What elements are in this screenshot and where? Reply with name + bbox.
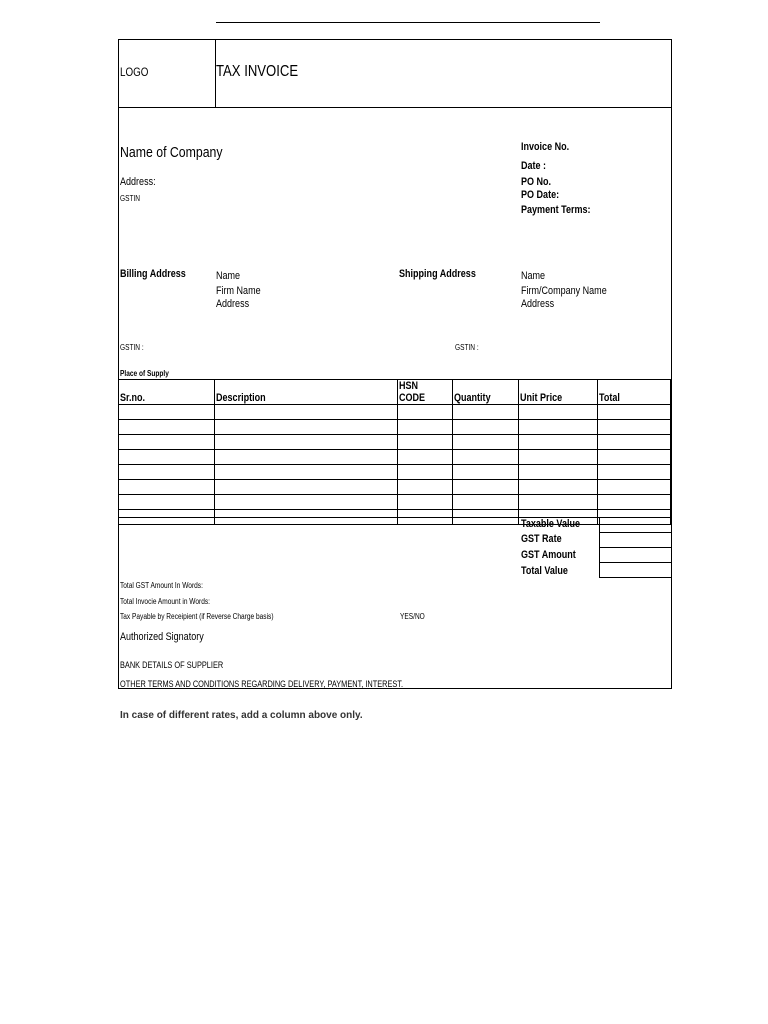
table-cell — [215, 450, 398, 465]
table-row — [119, 420, 671, 435]
date-label: Date : — [521, 160, 547, 172]
table-cell — [215, 420, 398, 435]
taxable-value-cell — [600, 518, 672, 533]
place-of-supply-label: Place of Supply — [120, 369, 169, 378]
gst-rate-cell — [600, 533, 672, 548]
company-name: Name of Company — [120, 144, 223, 161]
table-cell — [119, 465, 215, 480]
total-value-cell — [600, 563, 672, 578]
table-cell — [453, 450, 519, 465]
table-cell — [215, 405, 398, 420]
reverse-charge-label: Tax Payable by Receipient (if Reverse Charge basis) — [120, 612, 274, 621]
table-cell — [453, 435, 519, 450]
column-header-description: Description — [215, 380, 398, 405]
table-cell — [398, 450, 453, 465]
table-cell — [598, 450, 671, 465]
column-header-quantity: Quantity — [453, 380, 519, 405]
billing-name: Name — [216, 270, 241, 282]
shipping-gstin: GSTIN : — [455, 343, 479, 352]
billing-address-heading: Billing Address — [120, 268, 186, 280]
table-cell — [598, 405, 671, 420]
table-cell — [519, 480, 598, 495]
table-cell — [598, 465, 671, 480]
gst-amount-in-words: Total GST Amount In Words: — [120, 581, 203, 590]
table-cell — [453, 495, 519, 510]
table-cell — [598, 435, 671, 450]
bank-details-label: BANK DETAILS OF SUPPLIER — [120, 660, 224, 670]
po-no-label: PO No. — [521, 176, 552, 188]
column-header-srno: Sr.no. — [119, 380, 215, 405]
table-row — [119, 480, 671, 495]
column-header-hsn: HSN CODE — [398, 380, 453, 405]
invoice-no-label: Invoice No. — [521, 141, 570, 153]
taxable-value-label: Taxable Value — [521, 518, 581, 530]
table-cell — [119, 435, 215, 450]
table-cell — [398, 480, 453, 495]
gst-amount-cell — [600, 548, 672, 563]
table-row — [119, 405, 671, 420]
billing-gstin: GSTIN : — [120, 343, 144, 352]
table-cell — [398, 420, 453, 435]
table-cell — [598, 420, 671, 435]
column-header-total: Total — [598, 380, 671, 405]
items-table — [118, 379, 671, 525]
table-row — [119, 435, 671, 450]
total-value-label: Total Value — [521, 565, 568, 577]
billing-firm: Firm Name — [216, 285, 261, 297]
billing-address: Address — [216, 298, 250, 310]
table-cell — [119, 420, 215, 435]
table-cell — [519, 435, 598, 450]
payment-terms-label: Payment Terms: — [521, 204, 591, 216]
gst-amount-label: GST Amount — [521, 549, 576, 561]
table-cell — [598, 495, 671, 510]
invoice-amount-in-words: Total Invocie Amount in Words: — [120, 597, 210, 606]
table-cell — [519, 450, 598, 465]
rates-note: In case of different rates, add a column above only. — [120, 710, 363, 721]
table-row — [119, 495, 671, 510]
table-cell — [453, 480, 519, 495]
table-cell — [598, 480, 671, 495]
table-cell — [453, 405, 519, 420]
table-cell — [215, 480, 398, 495]
table-cell — [519, 405, 598, 420]
table-cell — [519, 495, 598, 510]
gst-rate-label: GST Rate — [521, 533, 562, 545]
table-cell — [119, 495, 215, 510]
table-cell — [398, 465, 453, 480]
header-bottom-rule — [118, 107, 672, 108]
company-gstin-label: GSTIN — [120, 194, 141, 203]
shipping-firm: Firm/Company Name — [521, 285, 607, 297]
table-cell — [398, 435, 453, 450]
table-cell — [215, 435, 398, 450]
table-cell — [453, 465, 519, 480]
table-cell — [215, 465, 398, 480]
table-cell — [398, 405, 453, 420]
table-cell — [215, 495, 398, 510]
table-row — [119, 465, 671, 480]
company-address-label: Address: — [120, 176, 156, 188]
table-cell — [119, 480, 215, 495]
invoice-title: TAX INVOICE — [216, 63, 299, 80]
logo-placeholder: LOGO — [120, 65, 149, 79]
po-date-label: PO Date: — [521, 189, 560, 201]
shipping-address: Address — [521, 298, 555, 310]
terms-conditions-label: OTHER TERMS AND CONDITIONS REGARDING DELIVERY, PAYMENT, INTEREST. — [120, 679, 404, 689]
table-header-row — [119, 380, 671, 405]
table-cell — [398, 495, 453, 510]
table-cell — [119, 450, 215, 465]
top-rule — [216, 22, 600, 23]
reverse-charge-yes-no: YES/NO — [400, 612, 425, 621]
table-cell — [453, 420, 519, 435]
invoice-frame — [118, 39, 672, 689]
totals-table — [599, 517, 672, 578]
shipping-address-heading: Shipping Address — [399, 268, 476, 280]
table-row — [119, 450, 671, 465]
table-cell — [119, 405, 215, 420]
shipping-name: Name — [521, 270, 546, 282]
table-cell — [519, 465, 598, 480]
column-header-unit-price: Unit Price — [519, 380, 598, 405]
table-cell — [519, 420, 598, 435]
authorized-signatory: Authorized Signatory — [120, 631, 204, 643]
